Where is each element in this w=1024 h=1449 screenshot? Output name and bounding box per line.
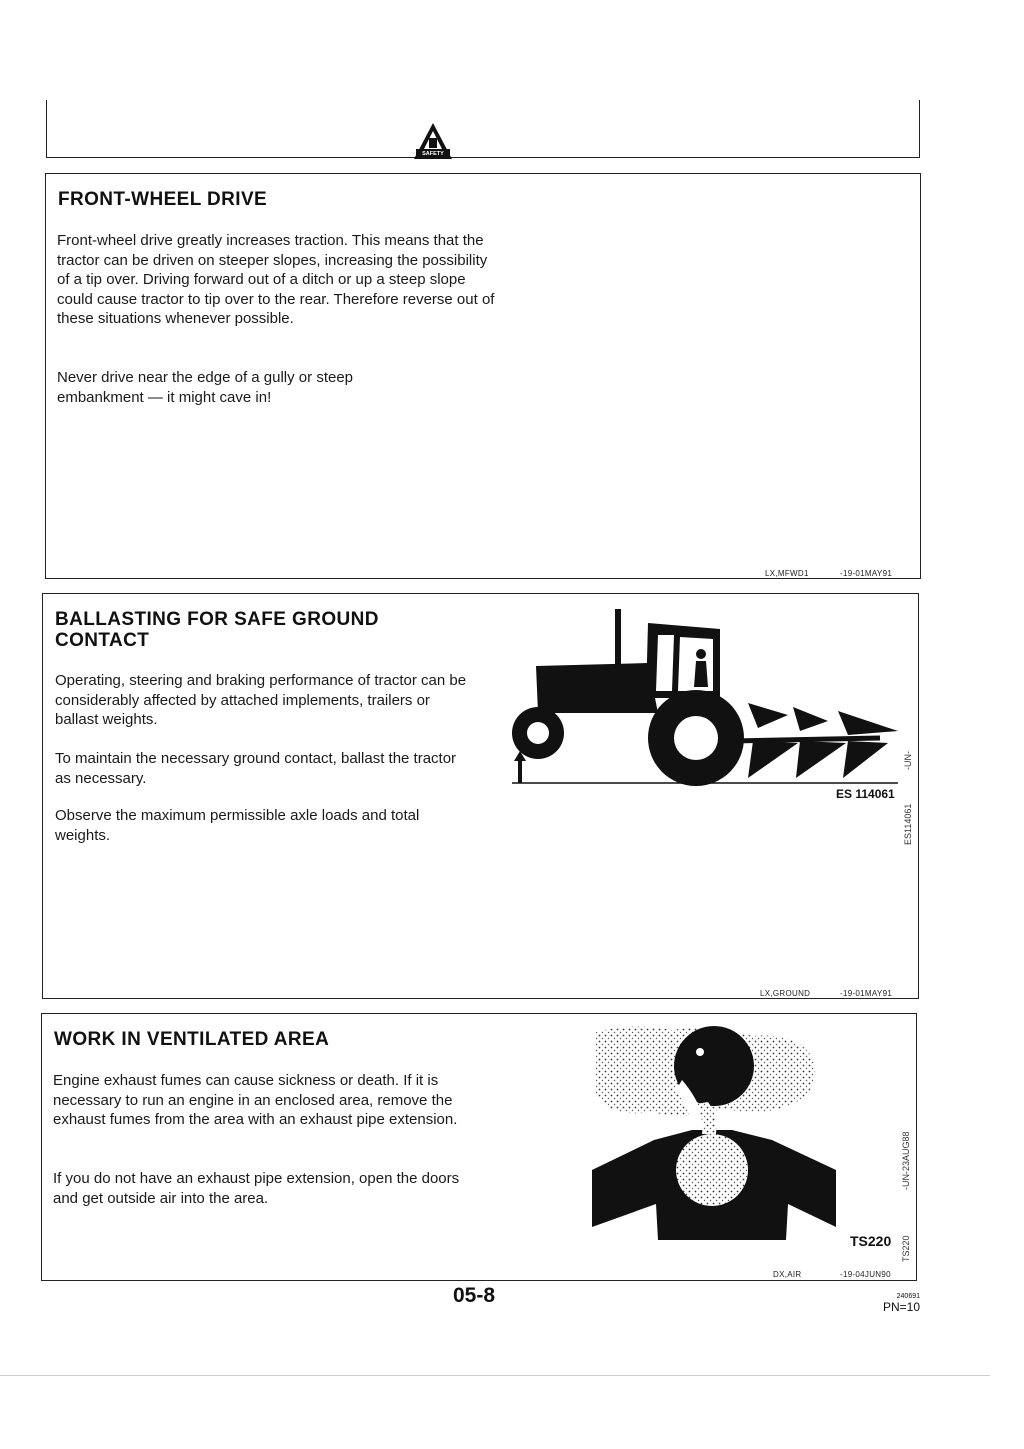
figure-side-tag: -UN-23AUG88	[901, 1131, 911, 1190]
section-paragraph: If you do not have an exhaust pipe extension, open the doors and get outside air into the area.	[53, 1170, 460, 1207]
page-number: 05-8	[453, 1284, 496, 1307]
section-paragraph: To maintain the necessary ground contact, ballast the tractor as necessary.	[55, 750, 457, 787]
section-title: FRONT-WHEEL DRIVE	[58, 189, 268, 210]
svg-text:SAFETY: SAFETY	[422, 151, 444, 157]
exhaust-fumes-illustration	[592, 1022, 838, 1240]
section-paragraph: Engine exhaust fumes can cause sickness or death. If it is necessary to run an engine in an enclosed area, remove the exhaust fumes from the area with an exhaust pipe extension.	[53, 1072, 458, 1129]
figure-label: TS220	[850, 1233, 892, 1249]
figure-side-code: TS220	[901, 1235, 911, 1262]
section-footer-date: -19-01MAY91	[840, 569, 893, 578]
page-header-frame	[46, 100, 920, 158]
tractor-plow-illustration	[508, 603, 900, 788]
section-title: BALLASTING FOR SAFE GROUND CONTACT	[55, 609, 379, 651]
safety-alert-icon	[412, 122, 454, 160]
section-paragraph: Observe the maximum permissible axle loads and total weights.	[55, 807, 420, 844]
page-corner-info	[883, 1293, 920, 1314]
section-footer-code: LX,MFWD1	[765, 569, 809, 578]
corner-date: 240691	[896, 1293, 920, 1300]
figure-side-tag: -UN-	[903, 751, 913, 770]
section-title: WORK IN VENTILATED AREA	[54, 1029, 330, 1050]
section-footer-code: DX,AIR	[773, 1270, 802, 1279]
figure-label: ES 114061	[836, 787, 895, 801]
bottom-divider	[0, 1375, 990, 1376]
section-paragraph: Operating, steering and braking performance of tractor can be considerably affected by attached implements, trailers or ballast weights.	[55, 672, 467, 729]
section-paragraph: Never drive near the edge of a gully or steep embankment — it might cave in!	[57, 369, 354, 406]
section-footer-code: LX,GROUND	[760, 989, 811, 998]
section-footer-date: -19-01MAY91	[840, 989, 893, 998]
section-paragraph: Front-wheel drive greatly increases traction. This means that the tractor can be driven on steeper slopes, increasing the possibility of a tip over. Driving forward out of a ditch or up a steep slope could cause tractor to tip over to the rear. Therefore reverse out of these situations whenever possible.	[57, 232, 495, 328]
section-footer-date: -19-04JUN90	[840, 1270, 891, 1279]
corner-pn: PN=10	[882, 1300, 920, 1314]
figure-side-code: ES114061	[903, 803, 913, 845]
